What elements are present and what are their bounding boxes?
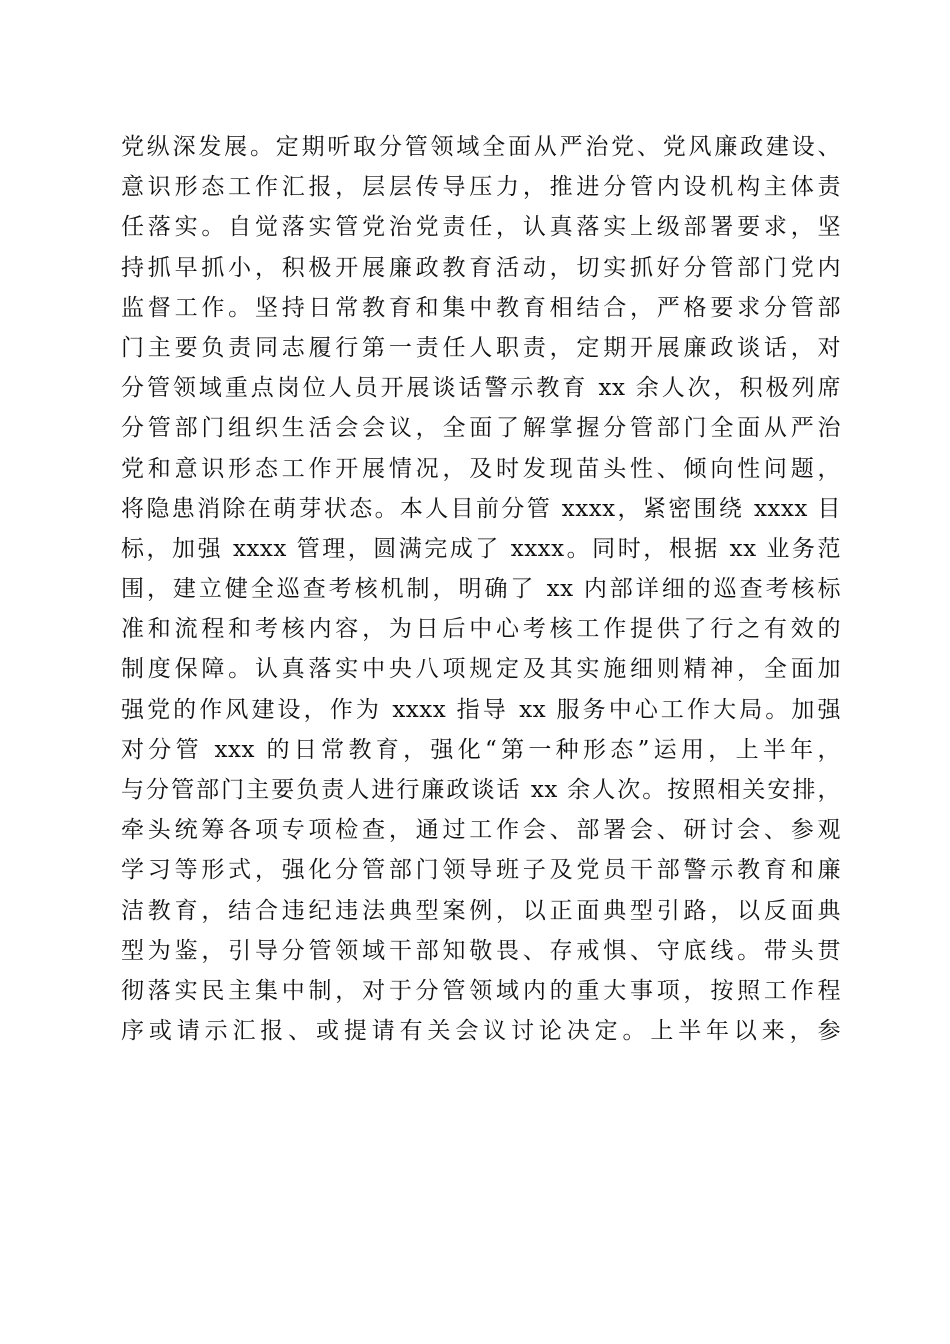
text-line: 学习等形式，强化分管部门领导班子及党员干部警示教育和廉: [121, 857, 841, 884]
text-line: 门主要负责同志履行第一责任人职责，定期开展廉政谈话，对: [121, 334, 841, 361]
text-line: 对分管 xxx 的日常教育，强化“第一种形态”运用，上半年，: [121, 736, 841, 763]
text-line: 型为鉴，引导分管领域干部知敬畏、存戒惧、守底线。带头贯: [121, 937, 841, 964]
text-line: 制度保障。认真落实中央八项规定及其实施细则精神，全面加: [121, 656, 841, 683]
text-line: 党纵深发展。定期听取分管领域全面从严治党、党风廉政建设、: [121, 134, 841, 160]
text-line: 彻落实民主集中制，对于分管领域内的重大事项，按照工作程: [121, 977, 841, 1004]
text-line: 党和意识形态工作开展情况，及时发现苗头性、倾向性问题，: [121, 455, 841, 482]
text-line: 分管领域重点岗位人员开展谈话警示教育 xx 余人次，积极列席: [121, 375, 841, 402]
text-line: 持抓早抓小，积极开展廉政教育活动，切实抓好分管部门党内: [121, 254, 841, 281]
text-line: 牵头统筹各项专项检查，通过工作会、部署会、研讨会、参观: [121, 817, 841, 844]
text-line: 强党的作风建设，作为 xxxx 指导 xx 服务中心工作大局。加强: [121, 696, 841, 723]
text-line: 意识形态工作汇报，层层传导压力，推进分管内设机构主体责: [121, 174, 841, 201]
text-line: 监督工作。坚持日常教育和集中教育相结合，严格要求分管部: [121, 294, 841, 321]
text-line: 分管部门组织生活会会议，全面了解掌握分管部门全面从严治: [121, 415, 841, 442]
text-line: 任落实。自觉落实管党治党责任，认真落实上级部署要求，坚: [121, 214, 841, 241]
text-line: 将隐患消除在萌芽状态。本人目前分管 xxxx，紧密围绕 xxxx 目: [121, 495, 841, 522]
text-line: 与分管部门主要负责人进行廉政谈话 xx 余人次。按照相关安排，: [121, 777, 841, 803]
text-line: 准和流程和考核内容，为日后中心考核工作提供了行之有效的: [121, 616, 841, 643]
text-line: 围，建立健全巡查考核机制，明确了 xx 内部详细的巡查考核标: [121, 576, 841, 603]
body-text: [121, 127, 841, 1051]
text-line: 洁教育，结合违纪违法典型案例，以正面典型引路，以反面典: [121, 897, 841, 924]
text-line: 标，加强 xxxx 管理，圆满完成了 xxxx。同时，根据 xx 业务范: [121, 535, 841, 562]
text-line: 序或请示汇报、或提请有关会议讨论决定。上半年以来，参: [121, 1018, 841, 1045]
